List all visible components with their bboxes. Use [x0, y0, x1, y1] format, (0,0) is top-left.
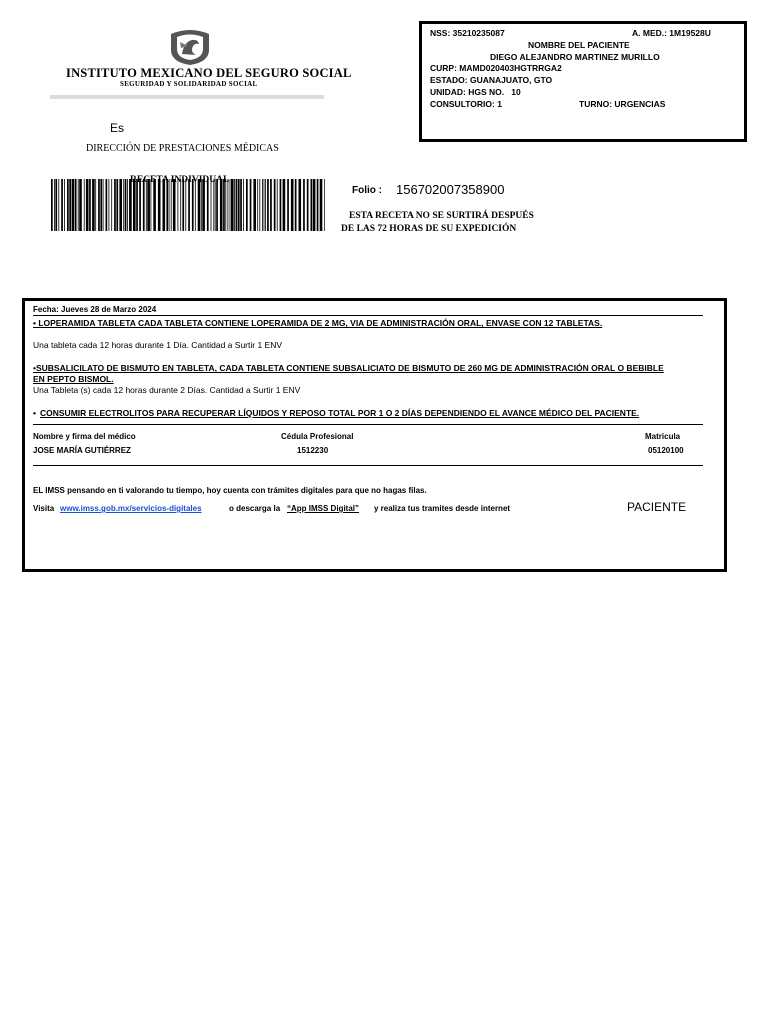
- cedula-label: Cédula Profesional: [281, 432, 354, 441]
- institution-tagline: SEGURIDAD Y SOLIDARIDAD SOCIAL: [120, 80, 258, 88]
- folio-value: 156702007358900: [396, 182, 505, 197]
- footer-notice: EL IMSS pensando en ti valorando tu tiempo, hoy cuenta con trámites digitales para que no hagas filas.: [33, 486, 427, 495]
- expiry-warning-line2: DE LAS 72 HORAS DE SU EXPEDICIÓN: [341, 224, 517, 234]
- doctor-name: JOSE MARÍA GUTIÉRREZ: [33, 446, 131, 455]
- patient-estado: ESTADO: GUANAJUATO, GTO: [430, 75, 553, 85]
- footer-download: o descarga la: [229, 504, 283, 513]
- medication-1-dose: Una tableta cada 12 horas durante 1 Día. Cantidad a Surtir 1 ENV: [33, 340, 283, 350]
- medication-1-title: • LOPERAMIDA TABLETA CADA TABLETA CONTIENE LOPERAMIDA DE 2 MG, VIA DE ADMINISTRACIÓN ORAL, ENVASE CON 12 TABLETAS.: [33, 318, 603, 328]
- footer-visita: Visita: [33, 504, 57, 513]
- patient-name-label: NOMBRE DEL PACIENTE: [528, 40, 630, 50]
- logo-divider: [50, 95, 324, 99]
- medication-2-title-cont: EN PEPTO BISMOL.: [33, 374, 114, 384]
- footer-end: y realiza tus tramites desde internet: [374, 504, 511, 513]
- prescription-date: Fecha: Jueves 28 de Marzo 2024: [33, 305, 157, 314]
- folio-label: Folio :: [352, 185, 382, 196]
- patient-consultorio: CONSULTORIO: 1: [430, 99, 502, 109]
- patient-unidad: UNIDAD: HGS NO. 10: [430, 87, 521, 97]
- imss-services-link[interactable]: www.imss.gob.mx/servicios-digitales: [60, 504, 202, 513]
- copy-label: PACIENTE: [627, 500, 687, 514]
- patient-nss: NSS: 35210235087: [430, 28, 505, 38]
- patient-curp: CURP: MAMD020403HGTRRGA2: [430, 63, 562, 73]
- divider: [33, 315, 703, 316]
- instruction-bullet: •: [33, 408, 39, 418]
- expiry-warning-line1: ESTA RECETA NO SE SURTIRÁ DESPUÉS: [349, 211, 534, 221]
- instruction-text: CONSUMIR ELECTROLITOS PARA RECUPERAR LÍQUIDOS Y REPOSO TOTAL POR 1 O 2 DÍAS DEPENDIENDO EL AVANCE MÉDICO DEL PACIENTE.: [40, 408, 640, 418]
- matricula-label: Matricula: [645, 432, 681, 441]
- receta-individual-label: RECETA INDIVIDUAL: [130, 175, 230, 185]
- barcode: [51, 179, 325, 231]
- patient-turno: TURNO: URGENCIAS: [579, 99, 666, 109]
- direction-title: DIRECCIÓN DE PRESTACIONES MÉDICAS: [86, 143, 279, 154]
- cedula-value: 1512230: [297, 446, 329, 455]
- patient-amed: A. MED.: 1M19528U: [632, 28, 711, 38]
- medication-2-title: •SUBSALICILATO DE BISMUTO EN TABLETA, CADA TABLETA CONTIENE SUBSALICIATO DE BISMUTO DE 260 MG DE ADMINISTRACIÓN ORAL O BEBIBLE: [33, 363, 664, 373]
- app-imss-digital: “App IMSS Digital”: [287, 504, 359, 513]
- imss-eagle-logo-icon: [168, 28, 212, 66]
- es-label: Es: [110, 121, 125, 135]
- medication-2-dose: Una Tableta (s) cada 12 horas durante 2 Días. Cantidad a Surtir 1 ENV: [33, 385, 301, 395]
- patient-name: DIEGO ALEJANDRO MARTINEZ MURILLO: [490, 52, 660, 62]
- divider: [33, 424, 703, 425]
- divider: [33, 465, 703, 466]
- institution-title: INSTITUTO MEXICANO DEL SEGURO SOCIAL: [66, 66, 352, 80]
- matricula-value: 05120100: [648, 446, 684, 455]
- doctor-label: Nombre y firma del médico: [33, 432, 136, 441]
